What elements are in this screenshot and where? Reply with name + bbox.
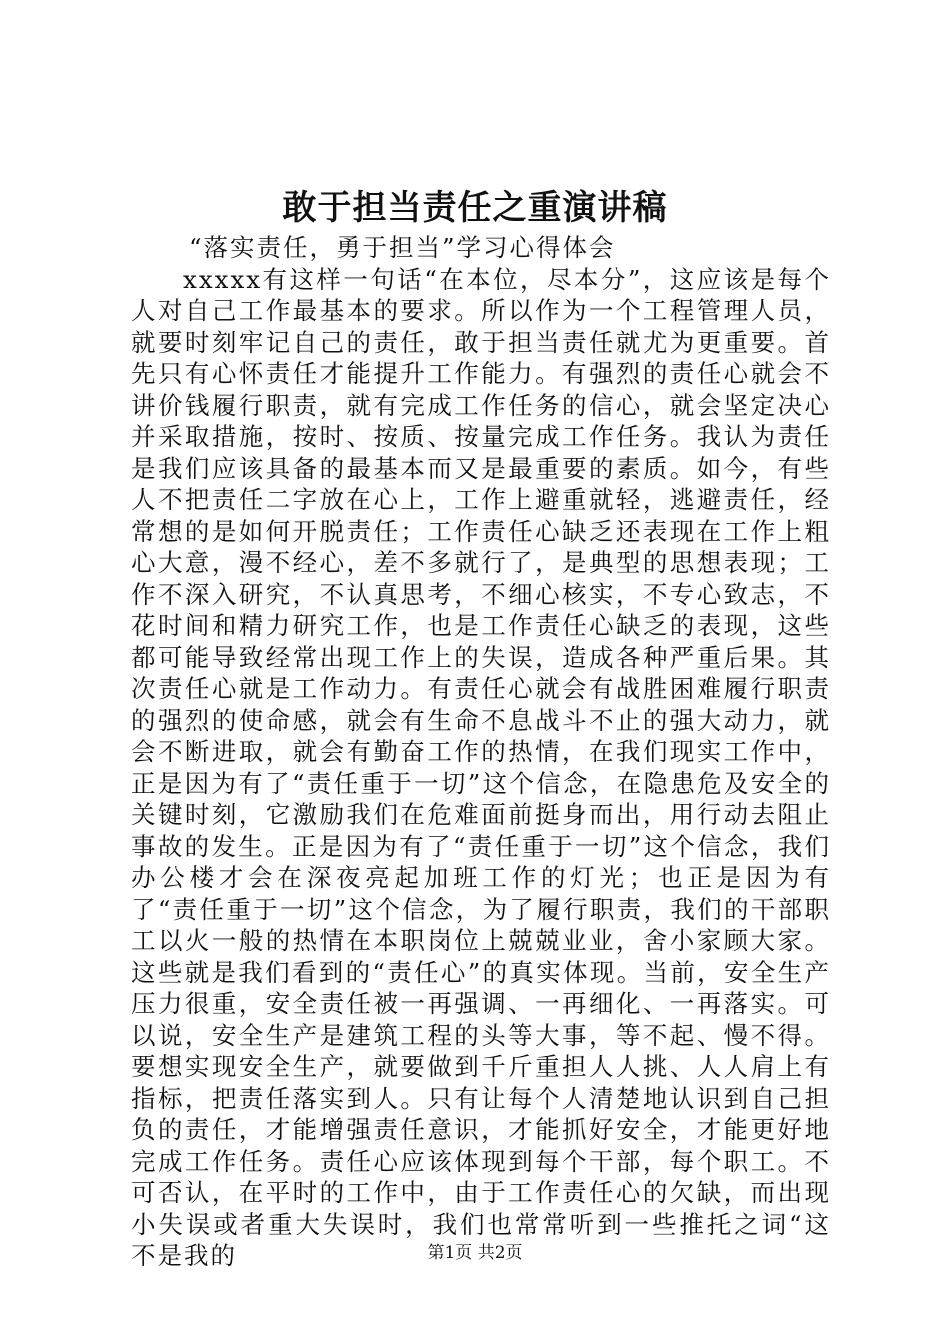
page-footer: 第1页 共2页 — [427, 1243, 523, 1263]
body-paragraph: xxxxx有这样一句话“在本位，尽本分”，这应该是每个人对自己工作最基本的要求。所以作为一个工程管理人员，就要时刻牢记自己的责任，敢于担当责任就尤为更重要。首先只有心怀责任才能提升工作能力。有强烈的责任心就会不讲价钱履行职责，就有完成工作任务的信心，就会坚定决心并采取措施，按时、按质、按量完成工作任务。我认为责任是我们应该具备的最基本而又是最重要的素质。如今，有些人不把责任二字放在心上，工作上避重就轻，逃避责任，经常想的是如何开脱责任；工作责任心缺乏还表现在工作上粗心大意，漫不经心，差不多就行了，是典型的思想表现；工作不深入研究，不认真思考，不细心核实，不专心致志，不花时间和精力研究工作，也是工作责任心缺乏的表现，这些都可能导致经常出现工作上的失误，造成各种严重后果。其次责任心就是工作动力。有责任心就会有战胜困难履行职责的强烈的使命感，就会有生命不息战斗不止的强大动力，就会不断进取，就会有勤奋工作的热情，在我们现实工作中，正是因为有了“责任重于一切”这个信念，在隐患危及安全的关键时刻，它激励我们在危难面前挺身而出，用行动去阻止事故的发生。正是因为有了“责任重于一切”这个信念，我们办公楼才会在深夜亮起加班工作的灯光；也正是因为有了“责任重于一切”这个信念，为了履行职责，我们的干部职工以火一般的热情在本职岗位上兢兢业业，舍小家顾大家。这些就是我们看到的“责任心”的真实体现。当前，安全生产压力很重，安全责任被一再强调、一再细化、一再落实。可以说，安全生产是建筑工程的头等大事，等不起、慢不得。要想实现安全生产，就要做到千斤重担人人挑、人人肩上有指标，把责任落实到人。只有让每个人清楚地认识到自己担负的责任，才能增强责任意识，才能抓好安全，才能更好地完成工作任务。责任心应该体现到每个干部，每个职工。不可否认，在平时的工作中，由于工作责任心的欠缺，而出现小失误或者重大失误时，我们也常常听到一些推托之词“这不是我的 — [131, 264, 831, 1270]
document-body — [131, 232, 831, 1272]
document-subtitle: “落实责任，勇于担当”学习心得体会 — [189, 233, 616, 262]
document-title: 敢于担当责任之重演讲稿 — [282, 188, 668, 228]
